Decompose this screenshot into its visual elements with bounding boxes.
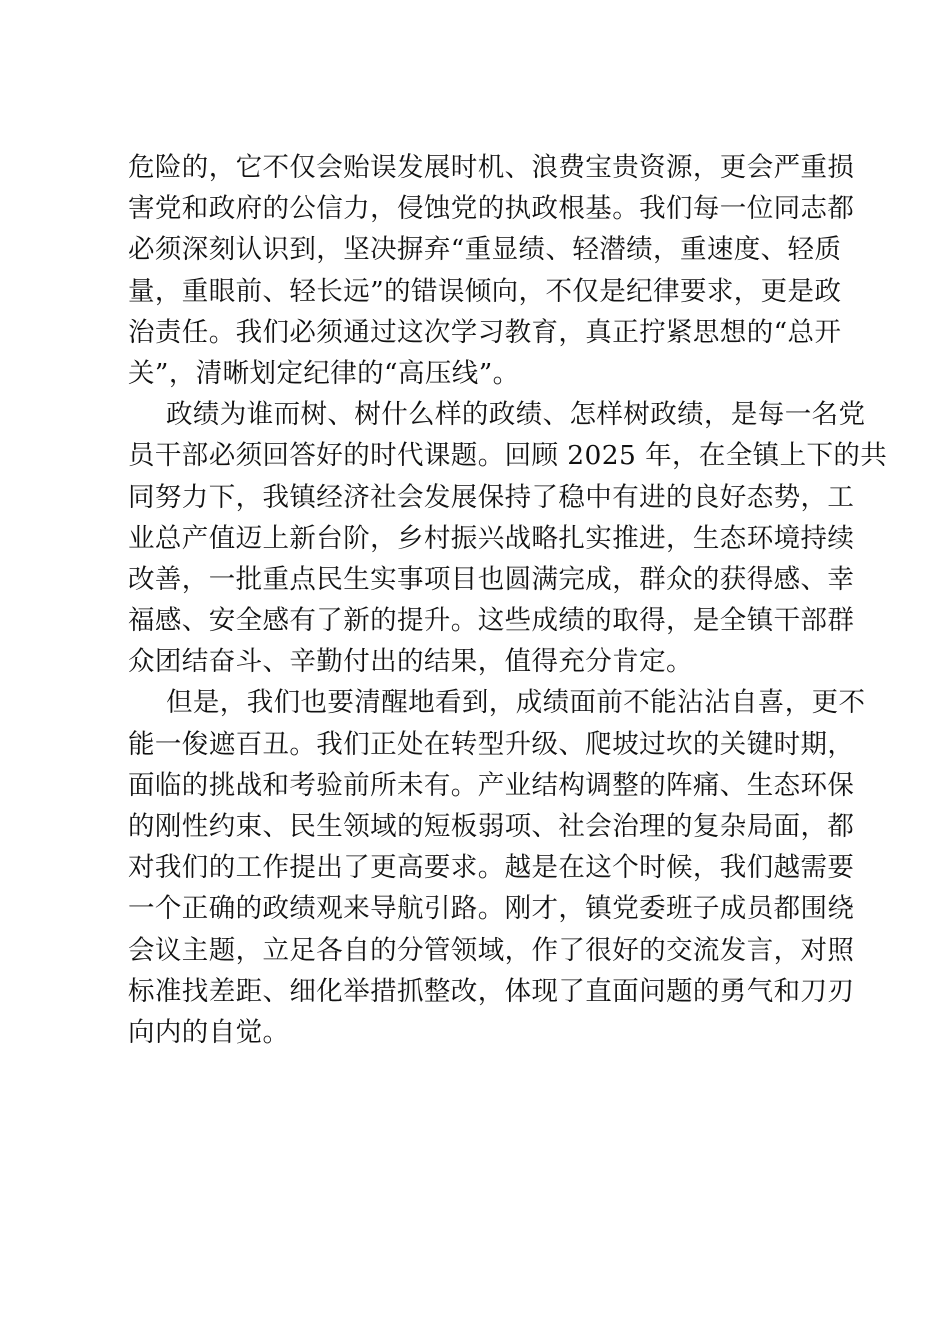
text-line: 同努力下，我镇经济社会发展保持了稳中有进的良好态势，工: [128, 481, 855, 513]
text-line: 必须深刻认识到，坚决摒弃“重显绩、轻潜绩，重速度、轻质: [128, 234, 842, 266]
text-line: 政绩为谁而树、树什么样的政绩、怎样树政绩，是每一名党: [166, 399, 866, 431]
text-line: 福感、安全感有了新的提升。这些成绩的取得，是全镇干部群: [128, 605, 855, 637]
text-line: 害党和政府的公信力，侵蚀党的执政根基。我们每一位同志都: [128, 193, 855, 225]
text-line: 面临的挑战和考验前所未有。产业结构调整的阵痛、生态环保: [128, 769, 855, 801]
text-line: 员干部必须回答好的时代课题。回顾 2025 年，在全镇上下的共: [128, 440, 888, 472]
text-line: 一个正确的政绩观来导航引路。刚才，镇党委班子成员都围绕: [128, 893, 855, 925]
paragraph-3: [128, 682, 866, 1053]
text-line: 改善，一批重点民生实事项目也圆满完成，群众的获得感、幸: [128, 563, 855, 595]
text-line: 能一俊遮百丑。我们正处在转型升级、爬坡过坎的关键时期，: [128, 728, 855, 760]
paragraph-1: [128, 147, 855, 394]
text-line: 对我们的工作提出了更高要求。越是在这个时候，我们越需要: [128, 852, 855, 884]
paragraph-2: [128, 394, 888, 682]
text-line: 众团结奋斗、辛勤付出的结果，值得充分肯定。: [128, 646, 693, 678]
text-line: 向内的自觉。: [128, 1016, 290, 1048]
document-body: [128, 147, 888, 1053]
text-line: 的刚性约束、民生领域的短板弱项、社会治理的复杂局面，都: [128, 811, 855, 842]
text-line: 治责任。我们必须通过这次学习教育，真正拧紧思想的“总开: [128, 316, 842, 348]
text-line: 标准找差距、细化举措抓整改，体现了直面问题的勇气和刀刃: [128, 975, 855, 1007]
text-line: 关”，清晰划定纪律的“高压线”。: [128, 357, 520, 389]
text-line: 会议主题，立足各自的分管领域，作了很好的交流发言，对照: [128, 934, 855, 966]
text-line: 业总产值迈上新台阶，乡村振兴战略扎实推进，生态环境持续: [128, 522, 855, 554]
text-line: 危险的，它不仅会贻误发展时机、浪费宝贵资源，更会严重损: [128, 152, 855, 183]
text-line: 但是，我们也要清醒地看到，成绩面前不能沾沾自喜，更不: [166, 687, 866, 719]
text-line: 量，重眼前、轻长远”的错误倾向，不仅是纪律要求，更是政: [128, 275, 842, 307]
